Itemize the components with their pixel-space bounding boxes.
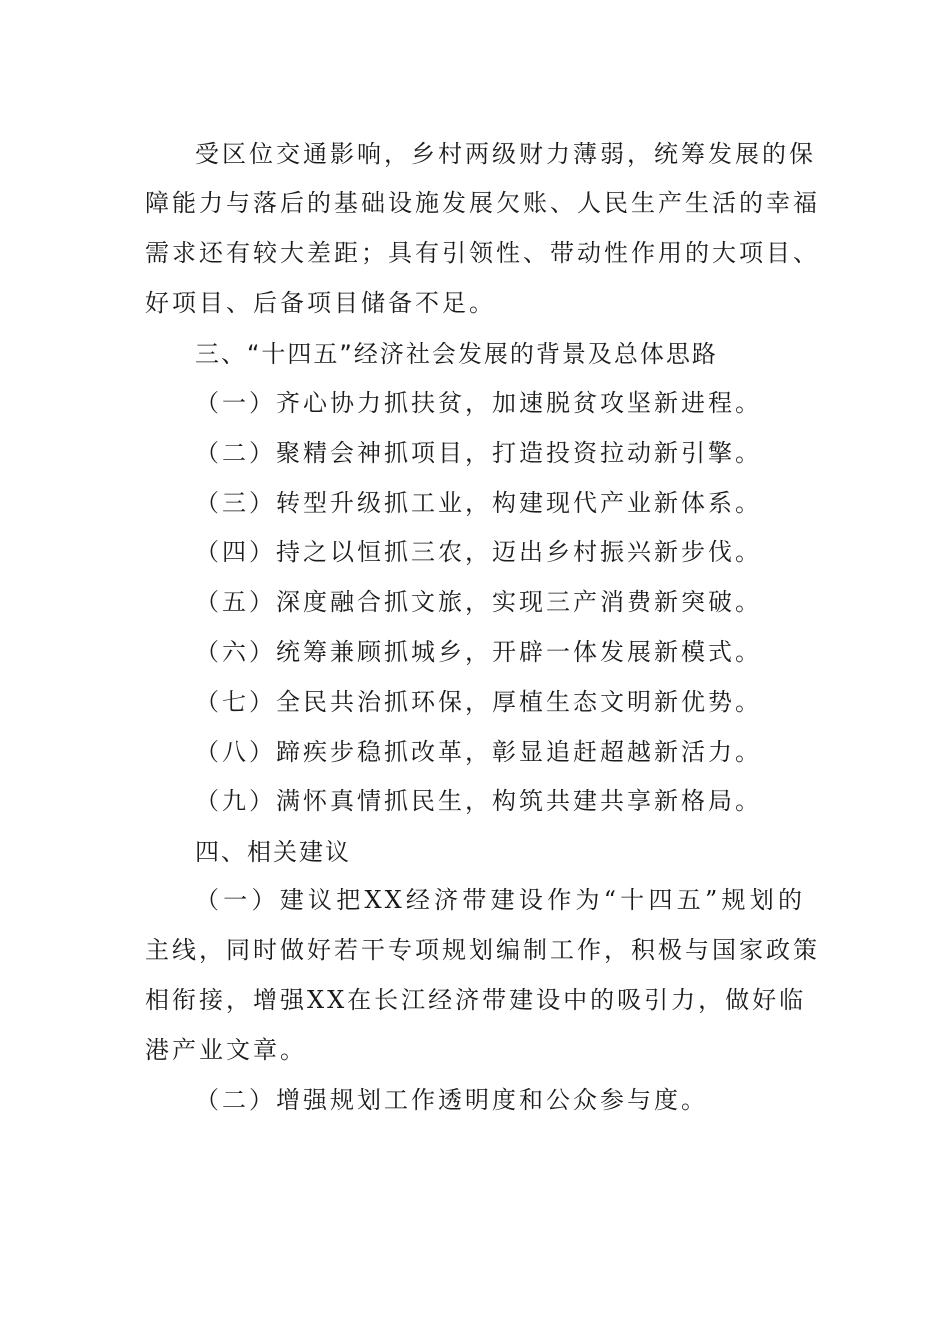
paragraph-line: 主线，同时做好若干专项规划编制工作，积极与国家政策 <box>145 936 820 964</box>
list-item: （八）蹄疾步稳抓改革，彰显追赶超越新活力。 <box>195 738 762 766</box>
list-item: （三）转型升级抓工业，构建现代产业新体系。 <box>195 489 762 517</box>
list-item: （二）聚精会神抓项目，打造投资拉动新引擎。 <box>195 439 762 467</box>
section-heading: 三、“十四五”经济社会发展的背景及总体思路 <box>195 340 718 368</box>
list-item: （九）满怀真情抓民生，构筑共建共享新格局。 <box>195 787 762 815</box>
paragraph-line: （二）增强规划工作透明度和公众参与度。 <box>195 1086 708 1114</box>
paragraph-line: 好项目、后备项目储备不足。 <box>145 289 496 317</box>
paragraph-line: 需求还有较大差距；具有引领性、带动性作用的大项目、 <box>145 239 820 267</box>
paragraph-line: （一）建议把XX经济带建设作为“十四五”规划的 <box>195 886 805 914</box>
list-item: （一）齐心协力抓扶贫，加速脱贫攻坚新进程。 <box>195 389 762 417</box>
paragraph-line: 障能力与落后的基础设施发展欠账、人民生产生活的幸福 <box>145 189 820 217</box>
section-heading: 四、相关建议 <box>195 838 351 866</box>
list-item: （四）持之以恒抓三农，迈出乡村振兴新步伐。 <box>195 538 762 566</box>
paragraph-line: 相衔接，增强XX在长江经济带建设中的吸引力，做好临 <box>145 986 807 1014</box>
list-item: （五）深度融合抓文旅，实现三产消费新突破。 <box>195 588 762 616</box>
paragraph-line: 受区位交通影响，乡村两级财力薄弱，统筹发展的保 <box>195 140 816 168</box>
paragraph-line: 港产业文章。 <box>145 1036 307 1064</box>
list-item: （七）全民共治抓环保，厚植生态文明新优势。 <box>195 688 762 716</box>
list-item: （六）统筹兼顾抓城乡，开辟一体发展新模式。 <box>195 638 762 666</box>
